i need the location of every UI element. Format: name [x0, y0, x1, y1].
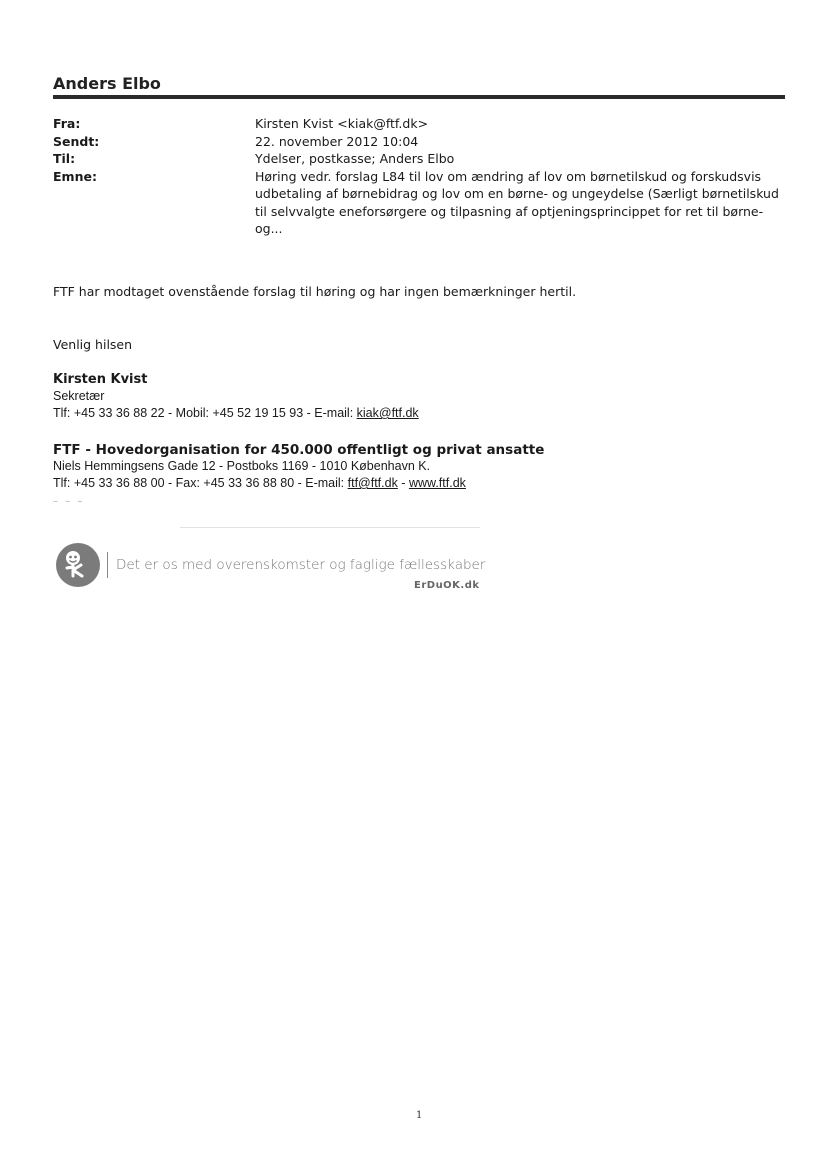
meta-label: Fra: — [53, 116, 81, 131]
organization-contact — [53, 476, 466, 490]
meta-value: Ydelser, postkasse; Anders Elbo — [255, 151, 455, 166]
meta-label: Til: — [53, 151, 76, 166]
signature-title: Sekretær — [53, 389, 105, 403]
signature-dashes: – – – — [53, 496, 85, 507]
signature-email-link[interactable]: kiak@ftf.dk — [356, 406, 419, 420]
greeting: Venlig hilsen — [53, 337, 133, 352]
banner-tagline: Det er os med overenskomster og faglige fællesskaber — [116, 557, 486, 573]
meta-label: Sendt: — [53, 133, 100, 149]
organization-name: FTF - Hovedorganisation for 450.000 offentligt og privat ansatte — [53, 442, 545, 458]
child-face-logo-icon — [56, 543, 100, 587]
banner-url: ErDuOK.dk — [414, 580, 480, 591]
meta-row-sent — [53, 133, 783, 151]
signature-contact-text: Tlf: +45 33 36 88 22 - Mobil: +45 52 19 15 93 - E-mail: — [53, 406, 357, 420]
organization-address: Niels Hemmingsens Gade 12 - Postboks 1169 - 1010 København K. — [53, 459, 431, 473]
link-separator: - — [397, 476, 409, 490]
signature-name: Kirsten Kvist — [53, 372, 148, 387]
meta-label: Emne: — [53, 168, 97, 184]
email-metadata — [53, 115, 783, 238]
meta-row-to — [53, 150, 783, 168]
meta-value: Kirsten Kvist <kiak@ftf.dk> — [255, 116, 429, 131]
header-rule — [53, 95, 785, 99]
meta-value: Høring vedr. forslag L84 til lov om ændring af lov om børnetilskud og forskudsvis udbetaling af børnebidrag og lov om en børne- og ungeydelse (Særligt børnetilskud til selvvalgte eneforsørgere og tilpasning af optjeningsprincippet for ret til børne- og... — [255, 168, 779, 236]
message-body: FTF har modtaget ovenstående forslag til høring og har ingen bemærkninger hertil. — [53, 284, 577, 299]
organization-contact-text: Tlf: +45 33 36 88 00 - Fax: +45 33 36 88 80 - E-mail: — [53, 476, 348, 490]
meta-row-from — [53, 115, 783, 133]
organization-email-link[interactable]: ftf@ftf.dk — [347, 476, 398, 490]
logo-divider — [107, 552, 108, 578]
organization-website-link[interactable]: www.ftf.dk — [408, 476, 466, 490]
signature-contact — [53, 406, 419, 420]
page-header-name: Anders Elbo — [53, 74, 161, 93]
meta-row-subject — [53, 168, 783, 238]
divider — [180, 527, 480, 528]
meta-value: 22. november 2012 10:04 — [255, 133, 419, 149]
page-number: 1 — [416, 1110, 423, 1121]
